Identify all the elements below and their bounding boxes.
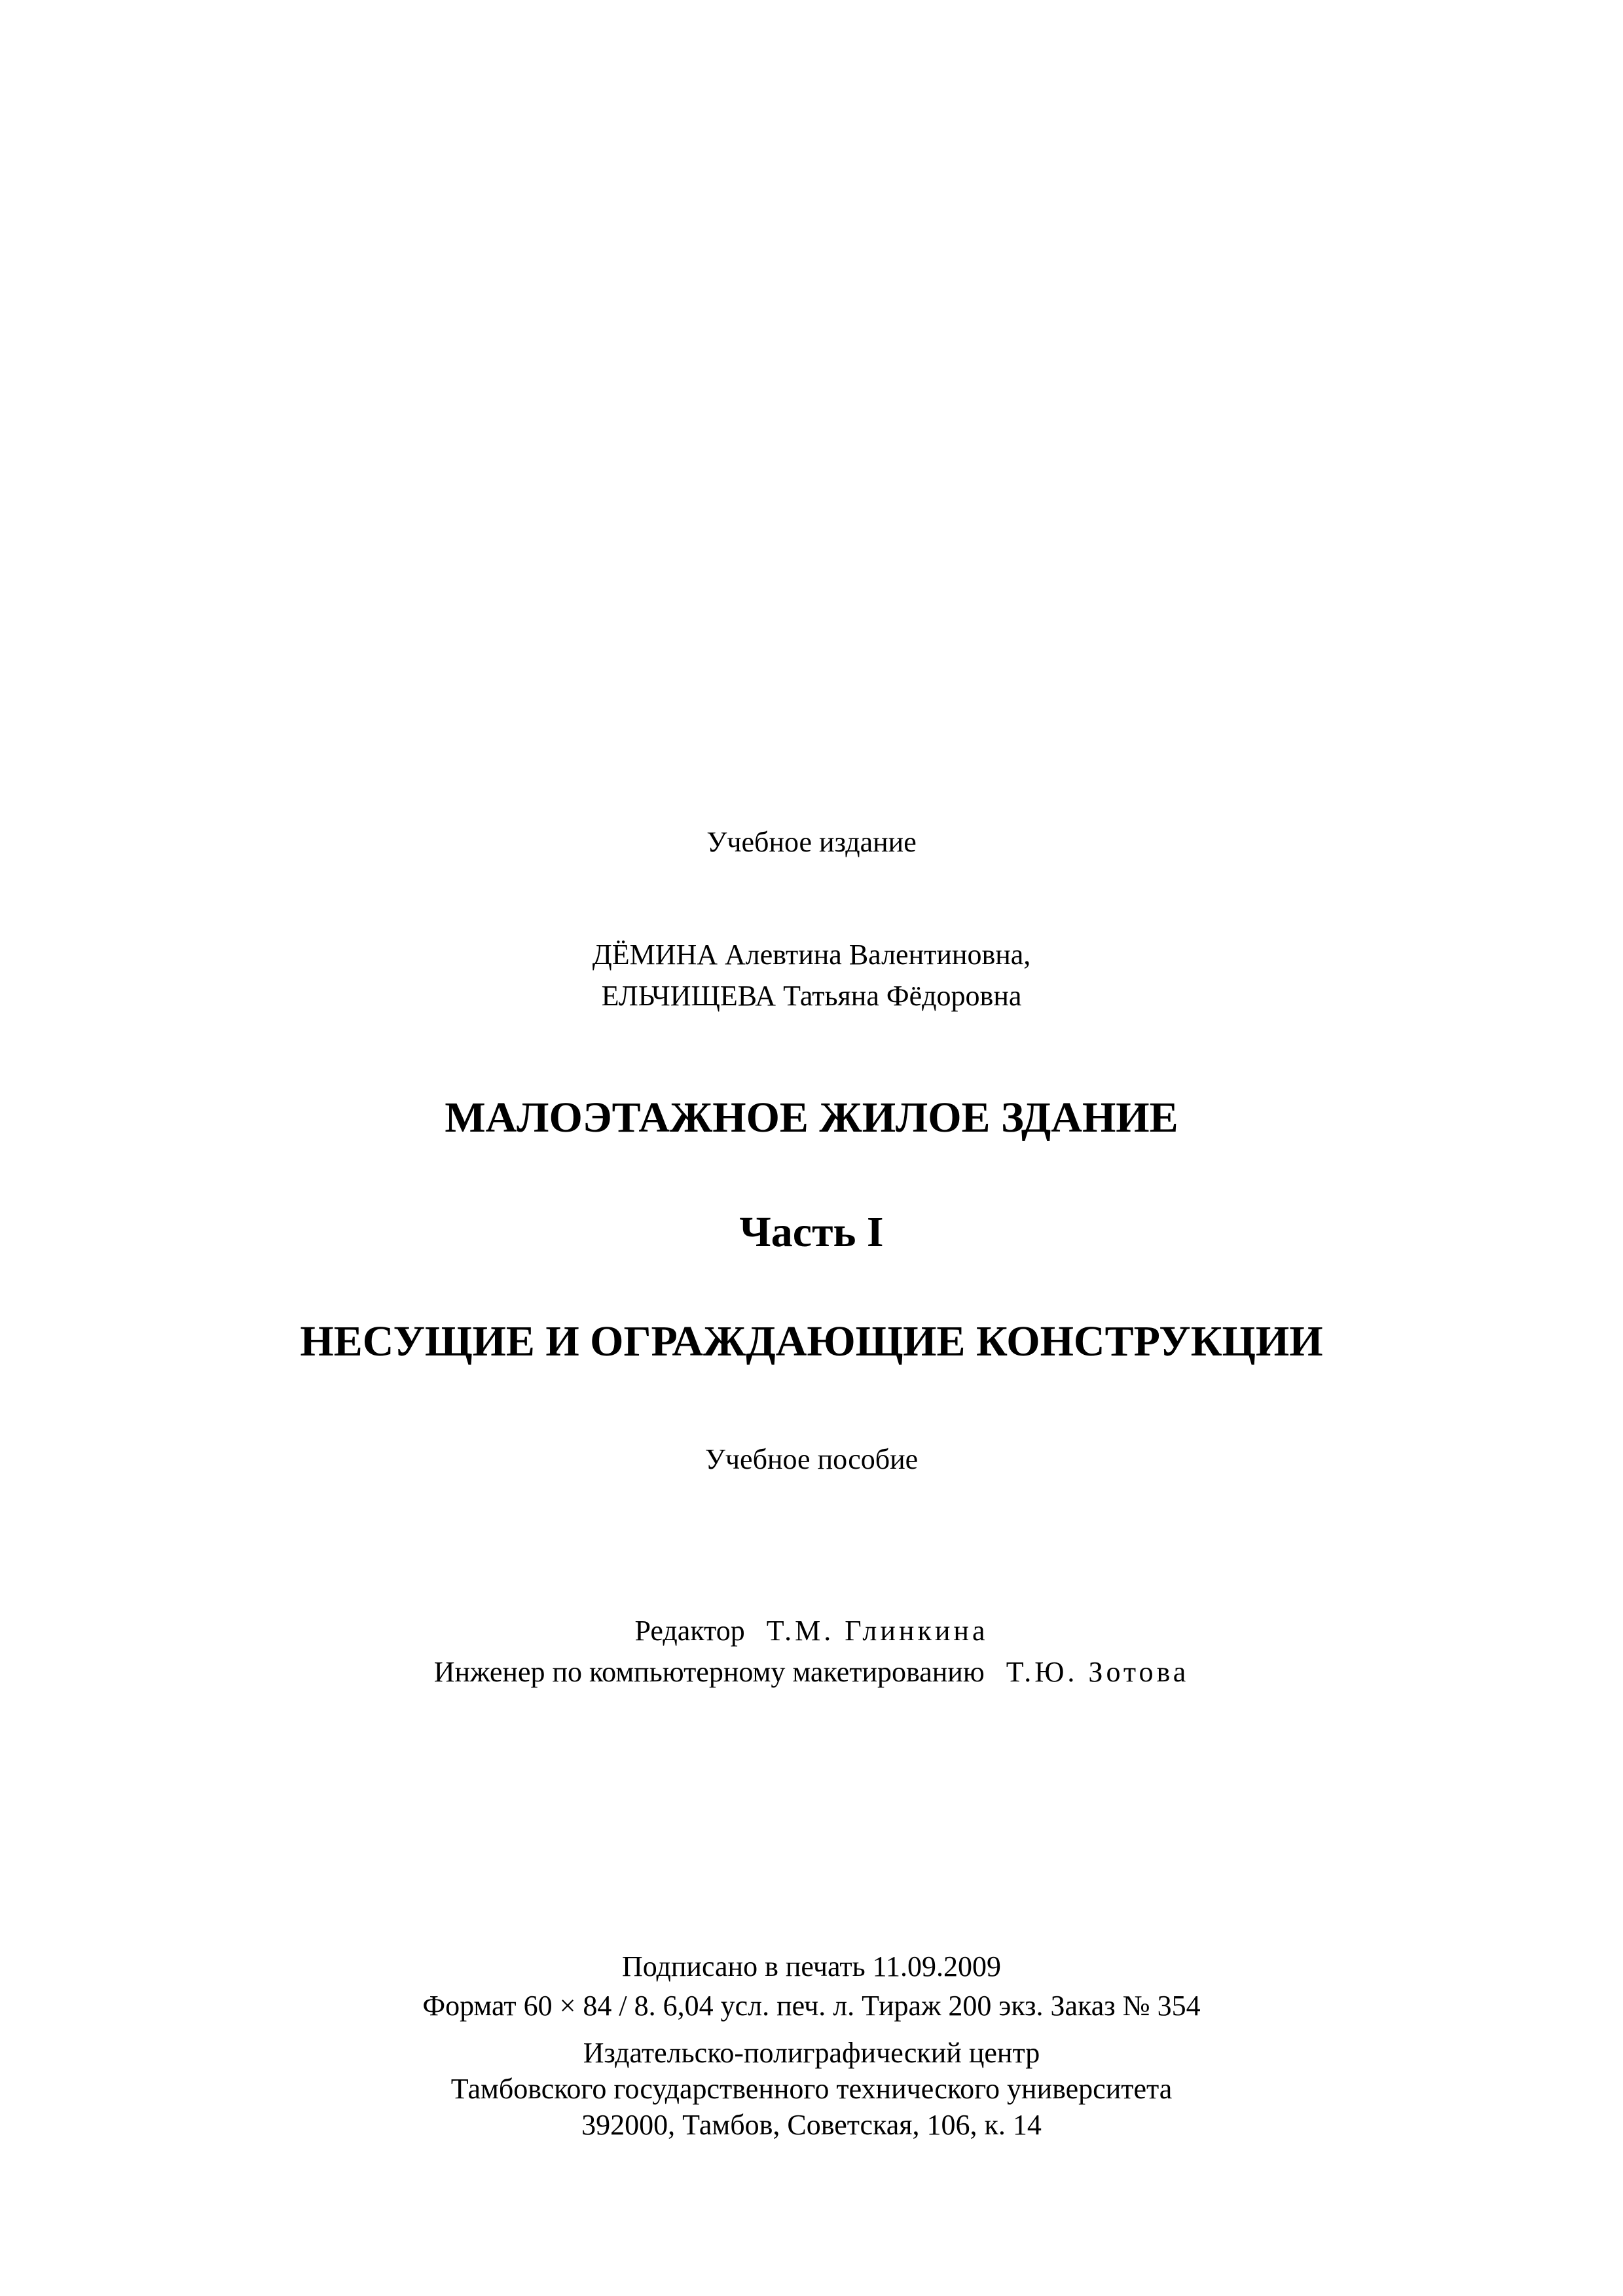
author-line-2: ЕЛЬЧИЩЕВА Татьяна Фёдоровна — [601, 980, 1022, 1012]
book-type: Учебное пособие — [704, 1443, 919, 1475]
book-title: МАЛОЭТАЖНОЕ ЖИЛОЕ ЗДАНИЕ — [445, 1094, 1178, 1141]
publisher-line-2: Тамбовского государственного технического университета — [450, 2073, 1173, 2105]
imprint-format: Формат 60 × 84 / 8. 6,04 усл. печ. л. Тираж 200 экз. Заказ № 354 — [422, 1990, 1201, 2022]
editor-label: Редактор — [634, 1615, 745, 1647]
author-line-1: ДЁМИНА Алевтина Валентиновна, — [592, 939, 1031, 971]
book-subtitle: НЕСУЩИЕ И ОГРАЖДАЮЩИЕ КОНСТРУКЦИИ — [300, 1318, 1323, 1365]
part-number: Часть I — [739, 1208, 884, 1256]
publisher-line-1: Издательско-полиграфический центр — [583, 2037, 1040, 2069]
layout-label: Инженер по компьютерному макетированию — [433, 1656, 985, 1688]
layout-name: Т.Ю. Зотова — [1006, 1656, 1190, 1688]
publisher-line-3: 392000, Тамбов, Советская, 106, к. 14 — [581, 2109, 1042, 2141]
imprint-signed: Подписано в печать 11.09.2009 — [621, 1950, 1002, 1982]
editor-credit — [0, 1617, 1623, 1645]
editor-name: Т.М. Глинкина — [766, 1615, 989, 1647]
edition-type: Учебное издание — [706, 826, 917, 858]
layout-credit — [0, 1658, 1623, 1687]
